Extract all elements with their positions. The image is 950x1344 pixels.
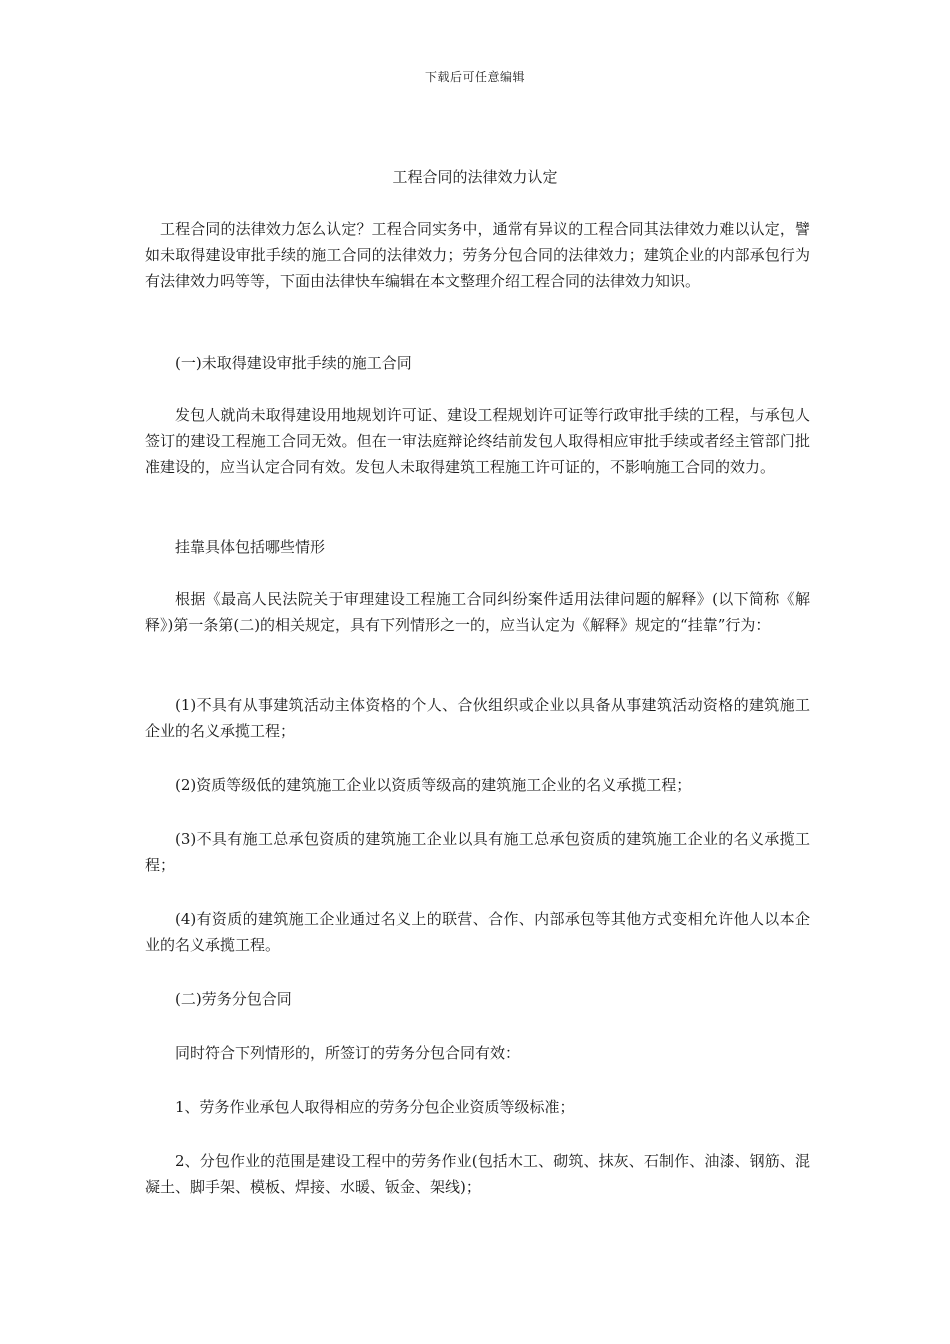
list-item-1 [145,692,810,744]
paragraph-labor-conditions [145,1040,810,1066]
list-item: (3)不具有施工总承包资质的建筑施工企业以具有施工总承包资质的建筑施工企业的名义承揽工程； [145,830,810,874]
paragraph-approval [145,402,810,480]
document-title: 工程合同的法律效力认定 [392,168,558,186]
list-item-4 [145,906,810,958]
paragraph: 根据《最高人民法院关于审理建设工程施工合同纠纷案件适用法律问题的解释》(以下简称《解释》)第一条第(二)的相关规定，具有下列情形之一的，应当认定为《解释》规定的“挂靠”行为： [145,590,810,634]
paragraph-intro [145,216,810,294]
section-heading: 挂靠具体包括哪些情形 [175,538,326,556]
section-heading-affiliation [145,534,810,560]
list-item: 2、分包作业的范围是建设工程中的劳务作业(包括木工、砌筑、抹灰、石制作、油漆、钢筋、混凝土、脚手架、模板、焊接、水暖、钣金、架线)； [145,1152,810,1196]
list-item: (4)有资质的建筑施工企业通过名义上的联营、合作、内部承包等其他方式变相允许他人以本企业的名义承揽工程。 [145,910,810,954]
list-item-3 [145,826,810,878]
section-heading: (一)未取得建设审批手续的施工合同 [175,354,412,372]
paragraph: 工程合同的法律效力怎么认定？工程合同实务中，通常有异议的工程合同其法律效力难以认定，譬如未取得建设审批手续的施工合同的法律效力；劳务分包合同的法律效力；建筑企业的内部承包行为有法律效力吗等等，下面由法律快车编辑在本文整理介绍工程合同的法律效力知识。 [145,220,810,290]
section-heading: (二)劳务分包合同 [175,990,292,1008]
condition-item-1 [145,1094,810,1120]
list-item: (2)资质等级低的建筑施工企业以资质等级高的建筑施工企业的名义承揽工程； [175,776,692,794]
paragraph: 同时符合下列情形的，所签订的劳务分包合同有效： [175,1044,521,1062]
condition-item-2 [145,1148,810,1200]
section-heading-2 [145,986,810,1012]
section-heading-1 [145,350,810,376]
header-note: 下载后可任意编辑 [424,70,525,84]
paragraph-interpretation [145,586,810,638]
list-item: 1、劳务作业承包人取得相应的劳务分包企业资质等级标准； [175,1098,575,1116]
list-item-2 [145,772,810,798]
paragraph: 发包人就尚未取得建设用地规划许可证、建设工程规划许可证等行政审批手续的工程，与承包人签订的建设工程施工合同无效。但在一审法庭辩论终结前发包人取得相应审批手续或者经主管部门批准建设的，应当认定合同有效。发包人未取得建筑工程施工许可证的，不影响施工合同的效力。 [145,406,810,476]
list-item: (1)不具有从事建筑活动主体资格的个人、合伙组织或企业以具备从事建筑活动资格的建筑施工企业的名义承揽工程； [145,696,810,740]
